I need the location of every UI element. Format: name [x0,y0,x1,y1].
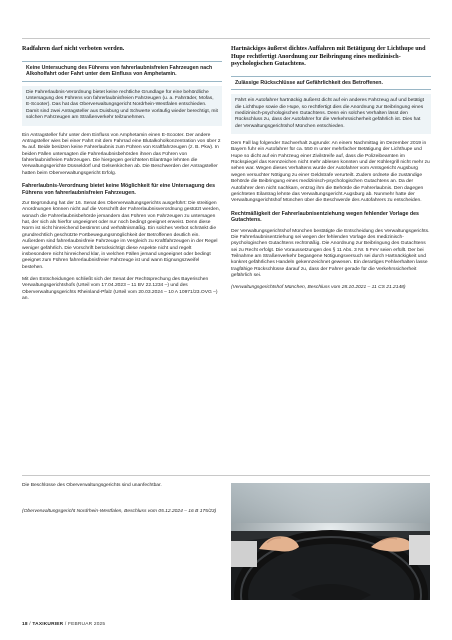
source-left: (Oberverwaltungsgericht Nordrhein-Westfalen, Beschluss vom 05.12.2024 – 16 B 175/23) [22,509,217,514]
magazine-name: TAXIKURIER [32,622,64,627]
article-heading-left: Radfahren darf nicht verboten werden. [22,46,125,52]
steering-wheel-photo [231,483,430,600]
teaser-text-right: Zulässige Rückschlüsse auf Gefährlichkeit des Betroffenen. [235,79,383,86]
paragraph-right-2: Der Verwaltungsgerichtshof München bestätigte die Entscheidung des Verwaltungsgerichts. Die Fahrerlaubnisentziehung sei wegen der fehlenden Vorlage des medizinisch-psychologischen Gutachtens rechtmäßig. Die Anordnung zur Beibringung des Gutachtens sei zu Recht erfolgt. Die Voraussetzungen des § 11 Abs. 3 Nr. 5 FeV seien erfüllt. Der bei Teilnahme am Straßenverkehr begangene Nötigungsversuch sei durch Hartnäckigkeit und konkret gefährliches Handeln gekennzeichnet gewesen. Ein derartiges Fehlverhalten lasse tragfähige Rückschlüsse darauf zu, dass der Fahrer gerade für die Verkehrssicherheit gefährlich sei. [231,228,430,279]
paragraph-left-3: Mit den Entscheidungen schließt sich der Senat der Rechtsprechung des Bayerischen Verwaltungsgerichtshofs (Urteil vom 17.04.2023 – 11 BV 22.1234 –) und des Oberverwaltungsgerichts Rheinland-Pfalz (Urteil vom 20.03.2024 – 10 A 10971/23.OVG –) an. [22,276,218,301]
lower-text-block [22,483,222,489]
source-right: (Verwaltungsgerichtshof München, Beschluss vom 28.10.2021 – 11 CS 21.2148) [231,285,406,291]
right-column [231,46,431,292]
footer-separator-2: / [64,622,68,627]
paragraph-right-1: Dem Fall lag folgender Sachverhalt zugrunde: An einem Nachmittag im Dezember 2019 in Bayern fuhr ein Autofahrer für ca. 550 m unter mehrfacher Betätigung der Lichthupe und Hupe so dicht auf ein Fahrzeug einer Zivilstreife auf, dass die Polizeibeamten im Rückspiegel das Kennzeichen nicht mehr ablesen konnten und der Kühlergrill nicht mehr zu sehen war. Wegen dieses Verhaltens wurde der Autofahrer vom Amtsgericht Augsburg wegen versuchter Nötigung zu einer Geldstrafe verurteilt. Zudem ordnete die zuständige Behörde die Beibringung eines medizinisch-psychologischen Gutachtens an. Da der Autofahrer dem nicht nachkam, entzog ihm die Behörde die Fahrerlaubnis. Den dagegen gerichteten Eilantrag lehnte das Verwaltungsgericht Augsburg ab. Nunmehr hatte der Verwaltungsgerichtshof München über die Beschwerde des Autofahrers zu entscheiden. [231,141,430,204]
summary-box-left [22,86,222,126]
paragraph-left-2: Zur Begründung hat der 16. Senat des Oberverwaltungsgerichts ausgeführt: Die streitigen Anordnungen können nicht auf die Vorschrift der Fahrerlaubnisverordnung gestützt werden, wonach die Fahrerlaubnisbehörde jemandem das Führen von Fahrzeugen zu untersagen hat, der sich als hierfür ungeeignet oder nur noch bedingt geeignet erweist. Denn diese Norm ist nicht hinreichend bestimmt und verhältnismäßig. Ein solches Verbot schränkt die grundrechtlich geschützte Fortbewegungsmöglichkeit der Betroffenen deutlich ein. Außerdem sind fahrerlaubnisfreie Fahrzeuge im Vergleich zu Kraftfahrzeugen in der Regel weniger gefährlich. Die Vorschrift berücksichtigt diese Aspekte nicht und regelt insbesondere nicht hinreichend klar, in welchen Fällen jemand ungeeignet oder bedingt geeignet zum Führen fahrerlaubnisfreier Fahrzeuge ist und wann Eignungszweifel bestehen. [22,201,220,270]
footer-separator: / [29,622,33,627]
summary-text-right: Fährt ein Autofahrer hartnäckig äußerst dicht auf ein anderes Fahrzeug auf und betätigt die Lichthupe sowie die Hupe, so rechtfertigt dies die Anordnung zur Beibringung eines medizinisch-psychologischen Gutachtens. Denn ein solches Verhalten lässt den Rückschluss zu, dass der Autofahrer für die Verkehrssicherheit gefährlich ist. Dies hat der Verwaltungsgerichtshof München entschieden. [235,98,424,129]
top-divider [22,38,430,39]
page-footer [22,622,105,627]
subheading-right: Rechtmäßigkeit der Fahrerlaubnisentziehung wegen fehlender Vorlage des Gutachtens. [231,210,419,224]
page-number: 18 [22,622,28,627]
issue-date: FEBRUAR 2025 [67,622,106,627]
article-heading-right: Hartnäckiges äußerst dichtes Auffahren mit Betätigung der Lichthupe und Hupe rechtfertigt Anordnung zur Beibringung eines medizinisch-psychologischen Gutachtens. [231,46,426,68]
conclusion-text: Die Beschlüsse des Oberverwaltungsgerichts sind unanfechtbar. [22,483,162,488]
teaser-text-left: Keine Untersuchung des Führens von fahrerlaubnisfreien Fahrzeugen nach Alkoholfahrt oder Fahrt unter dem Einfluss von Amphetamin. [26,64,213,78]
steering-wheel-icon [231,483,430,600]
lower-divider [22,475,430,476]
teaser-box-left [22,61,222,82]
left-column [22,46,222,308]
lower-source-block [22,503,222,515]
summary-text-left: Die Fahrerlaubnis-Verordnung bietet keine rechtliche Grundlage für eine behördliche Untersagung des Führens von fahrerlaubnisfreien Fahrzeugen (u. a. Fahrräder, Mofas, E-Scooter). Das hat das Oberverwaltungsgericht Nordrhein-Westfalen entschieden. Damit sind zwei Antragsteller aus Duisburg und Schwerte vorläufig wieder berechtigt, mit solchen Fahrzeugen am Straßenverkehr teilzunehmen. [26,89,218,121]
teaser-box-right [231,76,431,91]
subheading-left: Fahrerlaubnis-Verordnung bietet keine Möglichkeit für eine Untersagung des Führens von fahrerlaubnisfreien Fahrzeugen. [22,182,216,196]
paragraph-left-1: Ein Antragsteller fuhr unter dem Einfluss von Amphetamin einen E-Scooter. Der andere Antragsteller wies bei einer Fahrt mit dem Fahrrad eine Blutalkoholkonzentration von über 2 ‰ auf. Beide besitzen keine Fahrerlaubnis zum Führen von Kraftfahrzeugen (z. B. Pkw). In beiden Fällen untersagten die Fahrerlaubnisbehörden ihnen das Führen von fahrerlaubnisfreien Fahrzeugen. Die hiergegen gerichteten Eilanträge lehnten die Verwaltungsgerichte Düsseldorf und Gelsenkirchen ab. Die Beschwerden der Antragsteller hatten beim Oberverwaltungsgericht Erfolg. [22,132,221,176]
summary-box-right [231,94,431,134]
